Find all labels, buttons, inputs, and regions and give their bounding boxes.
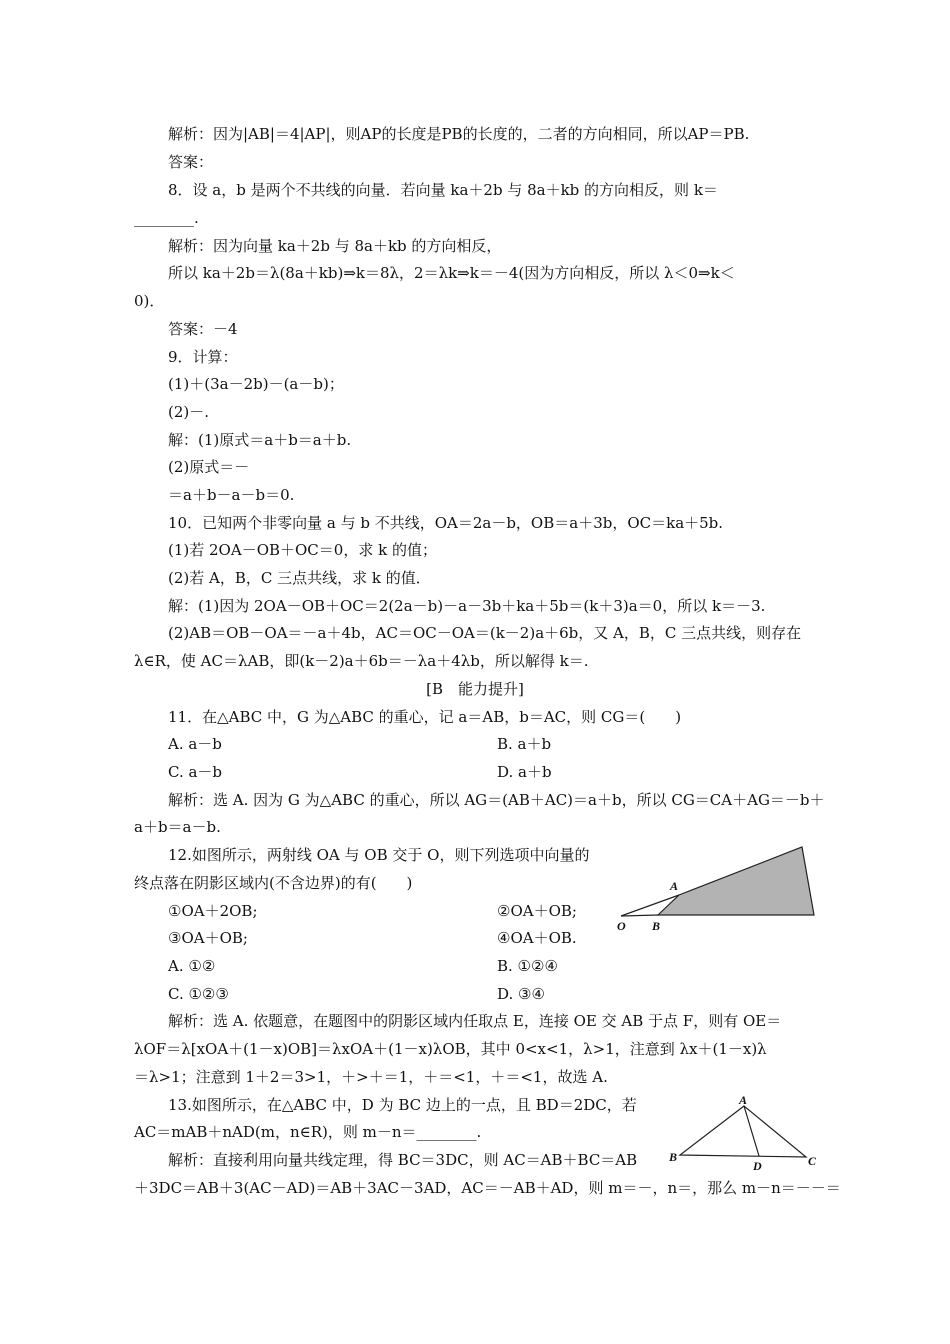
label-d: D: [753, 1159, 762, 1172]
triangle-figure: [666, 1092, 826, 1172]
text-line: 8．设 a，b 是两个不共线的向量．若向量 ka＋2b 与 8a＋kb 的方向相反，则 k＝: [168, 181, 718, 199]
choice-3: ③OA＋OB;: [168, 929, 248, 947]
text-line: λOF＝λ[xOA＋(1－x)OB]＝λxOA＋(1－x)λOB，其中 0<x<1，λ>1，注意到 λx＋(1－x)λ: [134, 1040, 767, 1058]
choice-1: ①OA＋2OB;: [168, 902, 258, 920]
text-line: (1)＋(3a－2b)－(a－b)；: [168, 375, 344, 393]
text-line: 答案：: [168, 153, 214, 171]
option-c: C. a－b: [168, 763, 223, 781]
label-o: O: [617, 919, 626, 933]
text-line: 13.如图所示，在△ABC 中，D 为 BC 边上的一点，且 BD＝2DC，若: [168, 1096, 637, 1114]
segment-ad: [744, 1106, 759, 1156]
option-d: D. a＋b: [497, 763, 552, 781]
text-line: λ∈R，使 AC＝λAB，即(k－2)a＋6b＝－λa＋4λb，所以解得 k＝.: [134, 652, 589, 670]
text-line: AC＝mAB＋nAD(m，n∈R)，则 m－n＝________.: [134, 1123, 482, 1141]
text-line: 答案：－4: [168, 320, 238, 338]
option-d: D. ③④: [497, 985, 545, 1003]
choice-2: ②OA＋OB;: [497, 902, 577, 920]
label-b: B: [652, 919, 661, 933]
text-line: ________.: [134, 209, 199, 227]
text-line: 0)．: [134, 292, 165, 310]
text-line: 9．计算：: [168, 348, 238, 366]
text-line: (1)若 2OA－OB＋OC＝0，求 k 的值；: [168, 541, 437, 559]
text-line: 解析：因为|AB|＝4|AP|，则AP的长度是PB的长度的，二者的方向相同，所以AP＝PB.: [168, 125, 750, 143]
text-line: 解析：因为向量 ka＋2b 与 8a＋kb 的方向相反，: [168, 237, 502, 255]
text-line: 终点落在阴影区域内(不含边界)的有( ): [134, 874, 413, 892]
ray-ob: [621, 915, 658, 916]
section-heading: [B 能力提升]: [426, 680, 524, 698]
text-line: 解析：选 A. 依题意，在题图中的阴影区域内任取点 E，连接 OE 交 AB 于点 F，则有 OE＝: [168, 1012, 782, 1030]
choice-4: ④OA＋OB.: [497, 929, 577, 947]
shaded-region: [658, 847, 814, 915]
text-line: 解：(1)因为 2OA－OB＋OC＝2(2a－b)－a－3b＋ka＋5b＝(k＋3)a＝0，所以 k＝－3.: [168, 597, 766, 615]
triangle-abc: [680, 1106, 806, 1157]
text-line: (2)原式＝－: [168, 458, 250, 476]
option-b: B. ①②④: [497, 957, 558, 975]
text-line: 解析：选 A. 因为 G 为△ABC 的重心，所以 AG＝(AB＋AC)＝a＋b，所以 CG＝CA＋AG＝－b＋: [168, 791, 825, 809]
option-b: B. a＋b: [497, 735, 552, 753]
text-line: 解：(1)原式＝a＋b＝a＋b.: [168, 431, 352, 449]
text-line: ＝λ>1；注意到 1＋2＝3>1，＋>＋＝1，＋＝<1，＋＝<1，故选 A.: [134, 1068, 608, 1086]
text-line: a＋b＝a－b.: [134, 818, 221, 836]
text-line: (2)AB＝OB－OA＝－a＋4b，AC＝OC－OA＝(k－2)a＋6b，又 A，B，C 三点共线，则存在: [168, 624, 802, 642]
text-line: 所以 ka＋2b＝λ(8a＋kb)⇒k＝8λ，2＝λk⇒k＝－4(因为方向相反，所以 λ＜0⇒k＜: [168, 264, 735, 282]
label-c: C: [808, 1154, 817, 1168]
label-a: A: [739, 1093, 748, 1107]
option-c: C. ①②③: [168, 985, 229, 1003]
text-line: ＋3DC＝AB＋3(AC－AD)＝AB＋3AC－3AD，AC＝－AB＋AD，则 m＝－，n＝，那么 m－n＝－－＝: [134, 1179, 841, 1197]
option-a: A. ①②: [168, 957, 216, 975]
text-line: ＝a＋b－a－b＝0.: [168, 486, 295, 504]
label-b: B: [669, 1150, 678, 1164]
option-a: A. a－b: [168, 735, 222, 753]
text-line: 解析：直接利用向量共线定理，得 BC＝3DC，则 AC＝AB＋BC＝AB: [168, 1151, 638, 1169]
text-line: (2)若 A，B，C 三点共线，求 k 的值．: [168, 569, 431, 587]
text-line: 10．已知两个非零向量 a 与 b 不共线，OA＝2a－b，OB＝a＋3b，OC＝ka＋5b.: [168, 514, 724, 532]
text-line: (2)－.: [168, 403, 210, 421]
label-a: A: [670, 879, 679, 893]
text-line: 12.如图所示，两射线 OA 与 OB 交于 O，则下列选项中向量的: [168, 846, 590, 864]
text-line: 11．在△ABC 中，G 为△ABC 的重心，记 a＝AB，b＝AC，则 CG＝( ): [168, 708, 682, 726]
rays-figure: [612, 840, 822, 940]
